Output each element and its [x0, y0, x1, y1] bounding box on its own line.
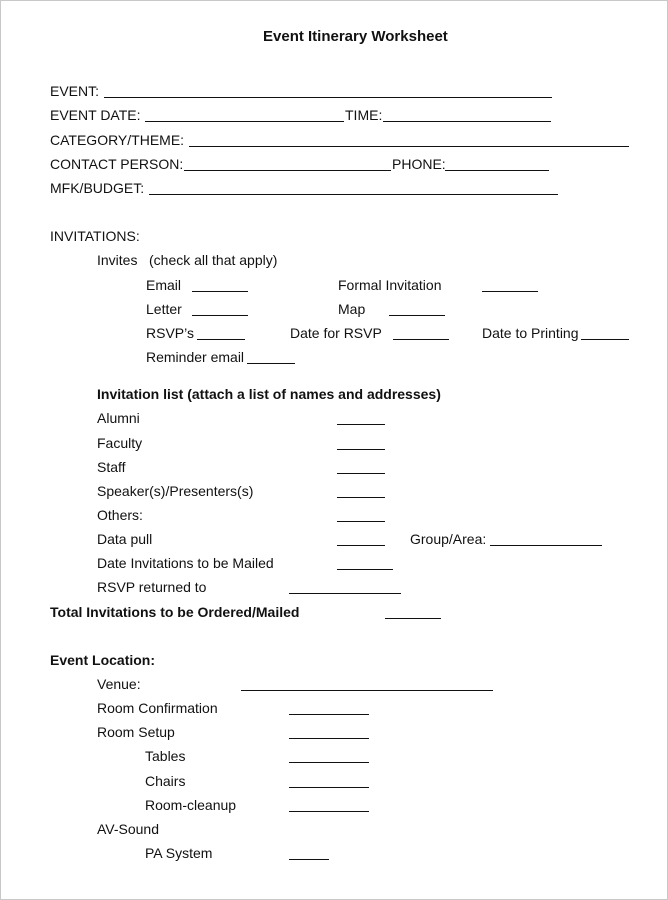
- room-cleanup-blank[interactable]: [289, 811, 369, 812]
- chairs-label: Chairs: [145, 773, 186, 789]
- venue-label: Venue:: [97, 676, 141, 692]
- map-blank[interactable]: [389, 315, 445, 316]
- event-date-blank[interactable]: [145, 121, 344, 122]
- event-date-label: EVENT DATE:: [50, 107, 141, 123]
- speakers-blank[interactable]: [337, 497, 385, 498]
- budget-label: MFK/BUDGET:: [50, 180, 145, 196]
- alumni-blank[interactable]: [337, 424, 385, 425]
- av-sound-label: AV-Sound: [97, 821, 160, 837]
- invites-label: Invites: [97, 252, 138, 268]
- date-to-printing-label: Date to Printing: [482, 325, 579, 341]
- staff-blank[interactable]: [337, 473, 385, 474]
- page-title: Event Itinerary Worksheet: [263, 28, 448, 45]
- phone-blank[interactable]: [445, 170, 549, 171]
- staff-label: Staff: [97, 459, 126, 475]
- chairs-blank[interactable]: [289, 787, 369, 788]
- speakers-label: Speaker(s)/Presenters(s): [97, 483, 254, 499]
- faculty-label: Faculty: [97, 435, 143, 451]
- event-location-heading: Event Location:: [50, 652, 156, 668]
- invitations-heading: INVITATIONS:: [50, 228, 140, 244]
- rsvp-returned-blank[interactable]: [289, 593, 401, 594]
- reminder-email-blank[interactable]: [247, 363, 295, 364]
- letter-blank[interactable]: [192, 315, 248, 316]
- pa-system-label: PA System: [145, 845, 213, 861]
- room-confirmation-label: Room Confirmation: [97, 700, 218, 716]
- time-blank[interactable]: [383, 121, 551, 122]
- formal-invitation-label: Formal Invitation: [338, 277, 442, 293]
- formal-invitation-blank[interactable]: [482, 291, 538, 292]
- room-confirmation-blank[interactable]: [289, 714, 369, 715]
- category-blank[interactable]: [189, 146, 629, 147]
- total-invitations-label: Total Invitations to be Ordered/Mailed: [50, 604, 300, 620]
- time-label: TIME:: [345, 107, 383, 123]
- venue-blank[interactable]: [241, 690, 493, 691]
- tables-label: Tables: [145, 748, 186, 764]
- group-area-label: Group/Area:: [410, 531, 487, 547]
- date-for-rsvp-label: Date for RSVP: [290, 325, 382, 341]
- data-pull-label: Data pull: [97, 531, 153, 547]
- event-label: EVENT:: [50, 83, 100, 99]
- alumni-label: Alumni: [97, 410, 140, 426]
- rsvp-returned-label: RSVP returned to: [97, 579, 207, 595]
- date-to-printing-blank[interactable]: [581, 339, 629, 340]
- email-label: Email: [146, 277, 182, 293]
- letter-label: Letter: [146, 301, 182, 317]
- data-pull-blank[interactable]: [337, 545, 385, 546]
- budget-blank[interactable]: [149, 194, 558, 195]
- category-label: CATEGORY/THEME:: [50, 132, 185, 148]
- phone-label: PHONE:: [392, 156, 446, 172]
- rsvps-label: RSVP’s: [146, 325, 194, 341]
- pa-system-blank[interactable]: [289, 859, 329, 860]
- group-area-blank[interactable]: [490, 545, 602, 546]
- room-cleanup-label: Room-cleanup: [145, 797, 237, 813]
- check-note: (check all that apply): [149, 252, 278, 268]
- room-setup-label: Room Setup: [97, 724, 175, 740]
- others-blank[interactable]: [337, 521, 385, 522]
- faculty-blank[interactable]: [337, 449, 385, 450]
- tables-blank[interactable]: [289, 762, 369, 763]
- rsvps-blank[interactable]: [197, 339, 245, 340]
- others-label: Others:: [97, 507, 143, 523]
- event-blank[interactable]: [104, 97, 552, 98]
- room-setup-blank[interactable]: [289, 738, 369, 739]
- date-for-rsvp-blank[interactable]: [393, 339, 449, 340]
- date-mailed-blank[interactable]: [337, 569, 393, 570]
- map-label: Map: [338, 301, 366, 317]
- contact-label: CONTACT PERSON:: [50, 156, 184, 172]
- date-mailed-label: Date Invitations to be Mailed: [97, 555, 274, 571]
- total-invitations-blank[interactable]: [385, 618, 441, 619]
- email-blank[interactable]: [192, 291, 248, 292]
- invitation-list-heading: Invitation list (attach a list of names and addresses): [97, 386, 441, 402]
- reminder-email-label: Reminder email: [146, 349, 245, 365]
- contact-blank[interactable]: [184, 170, 391, 171]
